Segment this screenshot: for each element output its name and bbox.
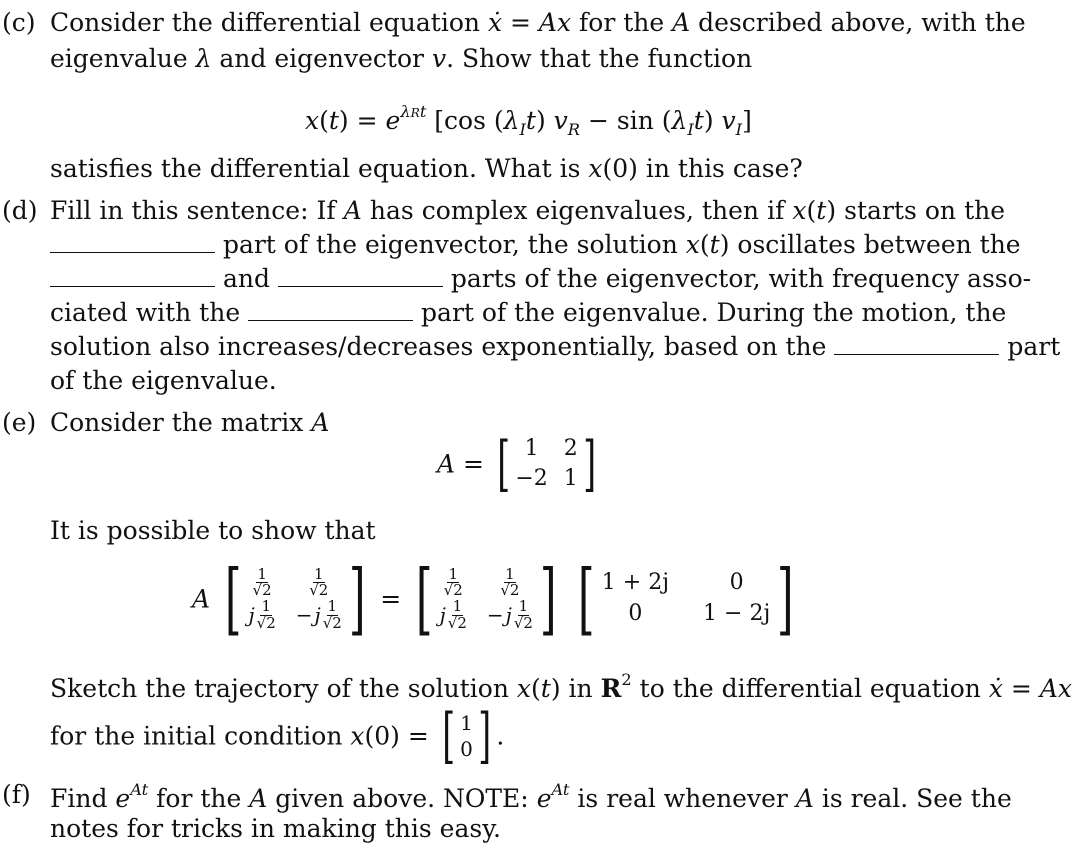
part-e-label: (e) bbox=[2, 408, 37, 437]
matrix-cell: 1 bbox=[524, 436, 539, 462]
part-d-text: has complex eigenvalues, then if bbox=[369, 196, 785, 225]
eigen-decomposition: A [ $\frac{1}{√2}$ $\frac{1}{√2}$ j $\frac{1}{√2}$ − j $\frac{1}{√2}$ ] = [ $\frac{1}{√2}$ $\frac{1}{√2}$ j $\frac{1}{√2}$ − j $\frac{1}{√2}$ ] [ 1 + 2j 0 0 1 − 2j ] bbox=[192, 560, 801, 638]
part-e-text: It is possible to show that bbox=[50, 516, 376, 545]
blank-field[interactable] bbox=[278, 266, 443, 287]
part-c-line-1: Consider the differential equation ẋ = Ax for the A described above, with the bbox=[50, 8, 1026, 37]
matrix-cell: 1 bbox=[460, 711, 473, 735]
blank-field[interactable] bbox=[50, 266, 215, 287]
matrix-cell: 0 bbox=[460, 737, 473, 761]
part-d-text: part of the eigenvector, the solution bbox=[222, 230, 678, 259]
matrix-cell: 1 bbox=[563, 466, 578, 491]
blank-field[interactable] bbox=[50, 232, 215, 253]
part-d-line-5 bbox=[50, 332, 1061, 361]
part-e-line-2 bbox=[50, 516, 376, 545]
part-f-text: notes for tricks in making this easy. bbox=[50, 814, 501, 843]
part-d-text: solution also increases/decreases exponentially, based on the bbox=[50, 332, 827, 361]
matrix-cell: −2 bbox=[515, 466, 548, 491]
initial-condition-vector: [ 1 0 ] bbox=[442, 701, 492, 771]
blank-field[interactable] bbox=[248, 300, 413, 321]
part-d-text: parts of the eigenvector, with frequency asso- bbox=[450, 264, 1032, 293]
part-d-text: ciated with the bbox=[50, 298, 241, 327]
part-d-text: Fill in this sentence: If bbox=[50, 196, 336, 225]
eigenvector-matrix: [ $\frac{1}{√2}$ $\frac{1}{√2}$ j $\frac{1}{√2}$ − j $\frac{1}{√2}$ ] bbox=[224, 554, 366, 644]
matrix-a: [ 1 2 −2 1 ] bbox=[497, 429, 596, 499]
part-f-label: (f) bbox=[2, 780, 31, 809]
part-d-text: part bbox=[1007, 332, 1061, 361]
matrix-cell: 2 bbox=[563, 436, 578, 462]
matrix-cell: 0 bbox=[628, 601, 643, 626]
part-d-text: starts on the bbox=[844, 196, 1006, 225]
part-d-line-1: Fill in this sentence: If A has complex eigenvalues, then if x(t) starts on the bbox=[50, 196, 1006, 225]
eigenvector-matrix: [ $\frac{1}{√2}$ $\frac{1}{√2}$ j $\frac{1}{√2}$ − j $\frac{1}{√2}$ ] bbox=[415, 554, 557, 644]
part-d-line-3 bbox=[50, 264, 1032, 293]
part-c-equation: $x(t) = e^{\lambda Rt}$ [cos $(\lambda_It) v_R - \sin (\lambda_It)$ $v_I$] bbox=[305, 102, 752, 139]
part-e-line-1: Consider the matrix A bbox=[50, 408, 330, 437]
part-c-line-3: satisfies the differential equation. What is x(0) in this case? bbox=[50, 154, 803, 183]
eigenvalue-matrix: [ 1 + 2j 0 0 1 − 2j ] bbox=[578, 554, 794, 644]
part-f-line-1: Find $e^{At}$ for the A given above. NOTE: $e^{At}$ is real whenever A is real. See the bbox=[50, 780, 1012, 814]
part-d-text: of the eigenvalue. bbox=[50, 366, 277, 395]
part-d-text: oscillates between the bbox=[737, 230, 1021, 259]
part-d-line-6 bbox=[50, 366, 277, 395]
part-c-label: (c) bbox=[2, 8, 36, 37]
part-e-line-3: Sketch the trajectory of the solution x(t) in $R^2$ to the differential equation ẋ = Ax bbox=[50, 670, 1072, 704]
part-e-line-4: for the initial condition x(0) = [ 1 0 ] . bbox=[50, 701, 505, 771]
part-d-line-2: part of the eigenvector, the solution x(t) oscillates between the bbox=[50, 230, 1005, 259]
part-d-label: (d) bbox=[2, 196, 38, 225]
part-c-line-2: eigenvalue λ and eigenvector v. Show that the function bbox=[50, 44, 753, 73]
matrix-a-equation: A = [ 1 2 −2 1 ] bbox=[437, 434, 601, 494]
part-d-text: and bbox=[222, 264, 270, 293]
part-f-line-2 bbox=[50, 814, 501, 843]
blank-field[interactable] bbox=[834, 334, 999, 355]
part-d-line-4 bbox=[50, 298, 1005, 327]
part-d-text: part of the eigenvalue. During the motion, the bbox=[421, 298, 1007, 327]
matrix-cell: 0 bbox=[729, 570, 744, 596]
matrix-cell: 1 + 2j bbox=[601, 570, 670, 596]
matrix-cell: 1 − 2j bbox=[703, 601, 771, 626]
